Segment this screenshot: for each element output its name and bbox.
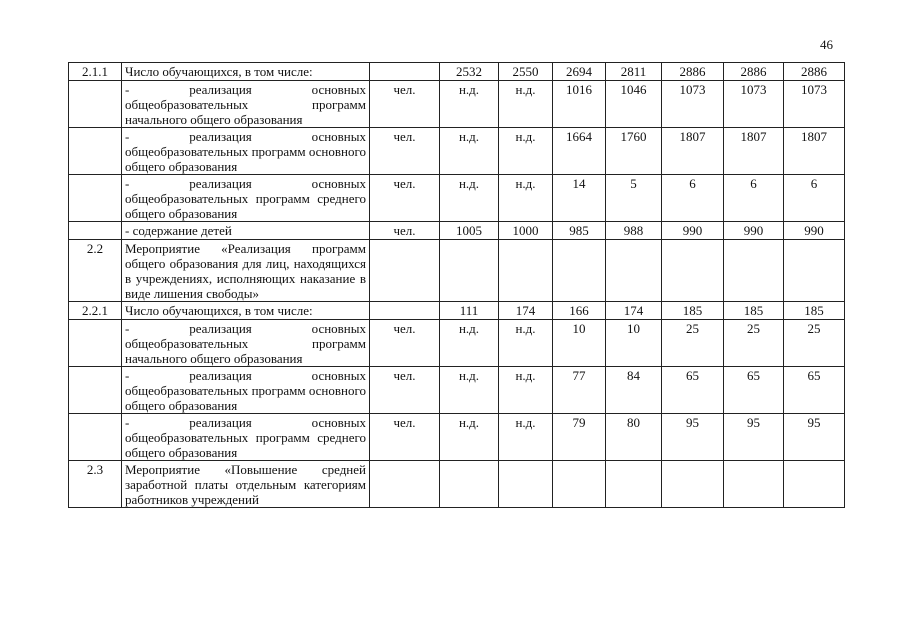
row-value-cell xyxy=(553,461,606,508)
row-value-cell xyxy=(499,240,553,302)
row-value-cell: 84 xyxy=(606,367,662,414)
row-value-cell: 1807 xyxy=(784,128,845,175)
row-value-cell: н.д. xyxy=(440,81,499,128)
row-description-cell: Мероприятие «Реализация программ общего образования для лиц, находящихся в учреждениях, исполняющих наказание в виде лишения свободы» xyxy=(122,240,370,302)
row-value-cell: н.д. xyxy=(499,128,553,175)
table-row xyxy=(69,367,845,414)
row-value-cell: 2550 xyxy=(499,63,553,81)
row-value-cell: 25 xyxy=(784,320,845,367)
row-value-cell: 1073 xyxy=(784,81,845,128)
row-unit-cell: чел. xyxy=(370,414,440,461)
row-description-cell: - содержание детей xyxy=(122,222,370,240)
row-value-cell xyxy=(784,461,845,508)
row-value-cell: 79 xyxy=(553,414,606,461)
row-unit-cell xyxy=(370,63,440,81)
row-value-cell: н.д. xyxy=(499,414,553,461)
row-code-cell xyxy=(69,128,122,175)
row-description-cell: - реализация основных общеобразовательных программ среднего общего образования xyxy=(122,414,370,461)
row-value-cell: 1664 xyxy=(553,128,606,175)
row-value-cell: 988 xyxy=(606,222,662,240)
row-value-cell: 990 xyxy=(784,222,845,240)
row-value-cell: 2532 xyxy=(440,63,499,81)
row-value-cell: 6 xyxy=(724,175,784,222)
table-row xyxy=(69,414,845,461)
row-value-cell: 77 xyxy=(553,367,606,414)
row-value-cell: 174 xyxy=(499,302,553,320)
row-value-cell: 1016 xyxy=(553,81,606,128)
row-value-cell: 25 xyxy=(724,320,784,367)
page-number: 46 xyxy=(820,37,833,52)
row-value-cell: н.д. xyxy=(440,320,499,367)
row-value-cell xyxy=(553,240,606,302)
row-value-cell: 25 xyxy=(662,320,724,367)
row-value-cell xyxy=(499,461,553,508)
row-value-cell xyxy=(724,461,784,508)
row-description-cell: Мероприятие «Повышение средней заработной платы отдельным категориям работников учреждений xyxy=(122,461,370,508)
row-code-cell: 2.1.1 xyxy=(69,63,122,81)
row-value-cell: 5 xyxy=(606,175,662,222)
row-value-cell: 2886 xyxy=(662,63,724,81)
row-unit-cell xyxy=(370,302,440,320)
row-value-cell: н.д. xyxy=(440,175,499,222)
row-value-cell: 10 xyxy=(553,320,606,367)
row-value-cell: 1046 xyxy=(606,81,662,128)
row-value-cell: 6 xyxy=(784,175,845,222)
row-value-cell: 185 xyxy=(724,302,784,320)
row-value-cell xyxy=(662,240,724,302)
row-value-cell: н.д. xyxy=(499,367,553,414)
row-value-cell: н.д. xyxy=(499,81,553,128)
row-value-cell: 1073 xyxy=(724,81,784,128)
table-row xyxy=(69,222,845,240)
row-value-cell xyxy=(662,461,724,508)
row-description-cell: Число обучающихся, в том числе: xyxy=(122,302,370,320)
table-row xyxy=(69,461,845,508)
row-value-cell: 1005 xyxy=(440,222,499,240)
row-value-cell: 174 xyxy=(606,302,662,320)
row-value-cell: 10 xyxy=(606,320,662,367)
row-value-cell xyxy=(724,240,784,302)
row-description-cell: - реализация основных общеобразовательных программ основного общего образования xyxy=(122,367,370,414)
row-value-cell: 14 xyxy=(553,175,606,222)
row-value-cell: 95 xyxy=(724,414,784,461)
row-value-cell: 1073 xyxy=(662,81,724,128)
row-value-cell: н.д. xyxy=(440,128,499,175)
row-unit-cell: чел. xyxy=(370,175,440,222)
row-unit-cell: чел. xyxy=(370,128,440,175)
row-value-cell: 65 xyxy=(662,367,724,414)
row-value-cell: 1807 xyxy=(662,128,724,175)
row-value-cell: 65 xyxy=(784,367,845,414)
indicators-table xyxy=(68,62,845,508)
table-row xyxy=(69,128,845,175)
row-value-cell xyxy=(784,240,845,302)
row-value-cell: 95 xyxy=(662,414,724,461)
row-value-cell: 1807 xyxy=(724,128,784,175)
row-code-cell: 2.2.1 xyxy=(69,302,122,320)
row-value-cell: н.д. xyxy=(440,367,499,414)
row-code-cell xyxy=(69,222,122,240)
row-value-cell xyxy=(440,461,499,508)
row-description-cell: - реализация основных общеобразовательных программ основного общего образования xyxy=(122,128,370,175)
row-value-cell: 2886 xyxy=(784,63,845,81)
row-unit-cell: чел. xyxy=(370,222,440,240)
row-value-cell: 2811 xyxy=(606,63,662,81)
row-code-cell xyxy=(69,320,122,367)
table-row xyxy=(69,320,845,367)
table-row xyxy=(69,302,845,320)
table-row xyxy=(69,240,845,302)
row-value-cell: 985 xyxy=(553,222,606,240)
row-description-cell: Число обучающихся, в том числе: xyxy=(122,63,370,81)
row-value-cell: 185 xyxy=(662,302,724,320)
row-description-cell: - реализация основных общеобразовательных программ начального общего образования xyxy=(122,81,370,128)
table-body xyxy=(69,63,845,508)
row-value-cell: 6 xyxy=(662,175,724,222)
row-code-cell xyxy=(69,175,122,222)
row-value-cell xyxy=(606,240,662,302)
row-value-cell: 95 xyxy=(784,414,845,461)
row-description-cell: - реализация основных общеобразовательных программ начального общего образования xyxy=(122,320,370,367)
row-code-cell xyxy=(69,414,122,461)
row-value-cell: 65 xyxy=(724,367,784,414)
table-row xyxy=(69,63,845,81)
row-value-cell: 2694 xyxy=(553,63,606,81)
row-description-cell: - реализация основных общеобразовательных программ среднего общего образования xyxy=(122,175,370,222)
table-row xyxy=(69,81,845,128)
row-value-cell: 2886 xyxy=(724,63,784,81)
row-value-cell: н.д. xyxy=(499,320,553,367)
row-value-cell: 166 xyxy=(553,302,606,320)
row-value-cell: 990 xyxy=(662,222,724,240)
row-unit-cell xyxy=(370,240,440,302)
row-unit-cell: чел. xyxy=(370,367,440,414)
row-value-cell xyxy=(606,461,662,508)
row-value-cell xyxy=(440,240,499,302)
row-value-cell: 1000 xyxy=(499,222,553,240)
row-unit-cell: чел. xyxy=(370,320,440,367)
row-code-cell xyxy=(69,81,122,128)
row-code-cell xyxy=(69,367,122,414)
row-value-cell: н.д. xyxy=(499,175,553,222)
row-unit-cell: чел. xyxy=(370,81,440,128)
row-unit-cell xyxy=(370,461,440,508)
row-value-cell: н.д. xyxy=(440,414,499,461)
row-value-cell: 111 xyxy=(440,302,499,320)
row-code-cell: 2.3 xyxy=(69,461,122,508)
row-value-cell: 990 xyxy=(724,222,784,240)
row-value-cell: 185 xyxy=(784,302,845,320)
row-value-cell: 1760 xyxy=(606,128,662,175)
table-row xyxy=(69,175,845,222)
row-code-cell: 2.2 xyxy=(69,240,122,302)
row-value-cell: 80 xyxy=(606,414,662,461)
